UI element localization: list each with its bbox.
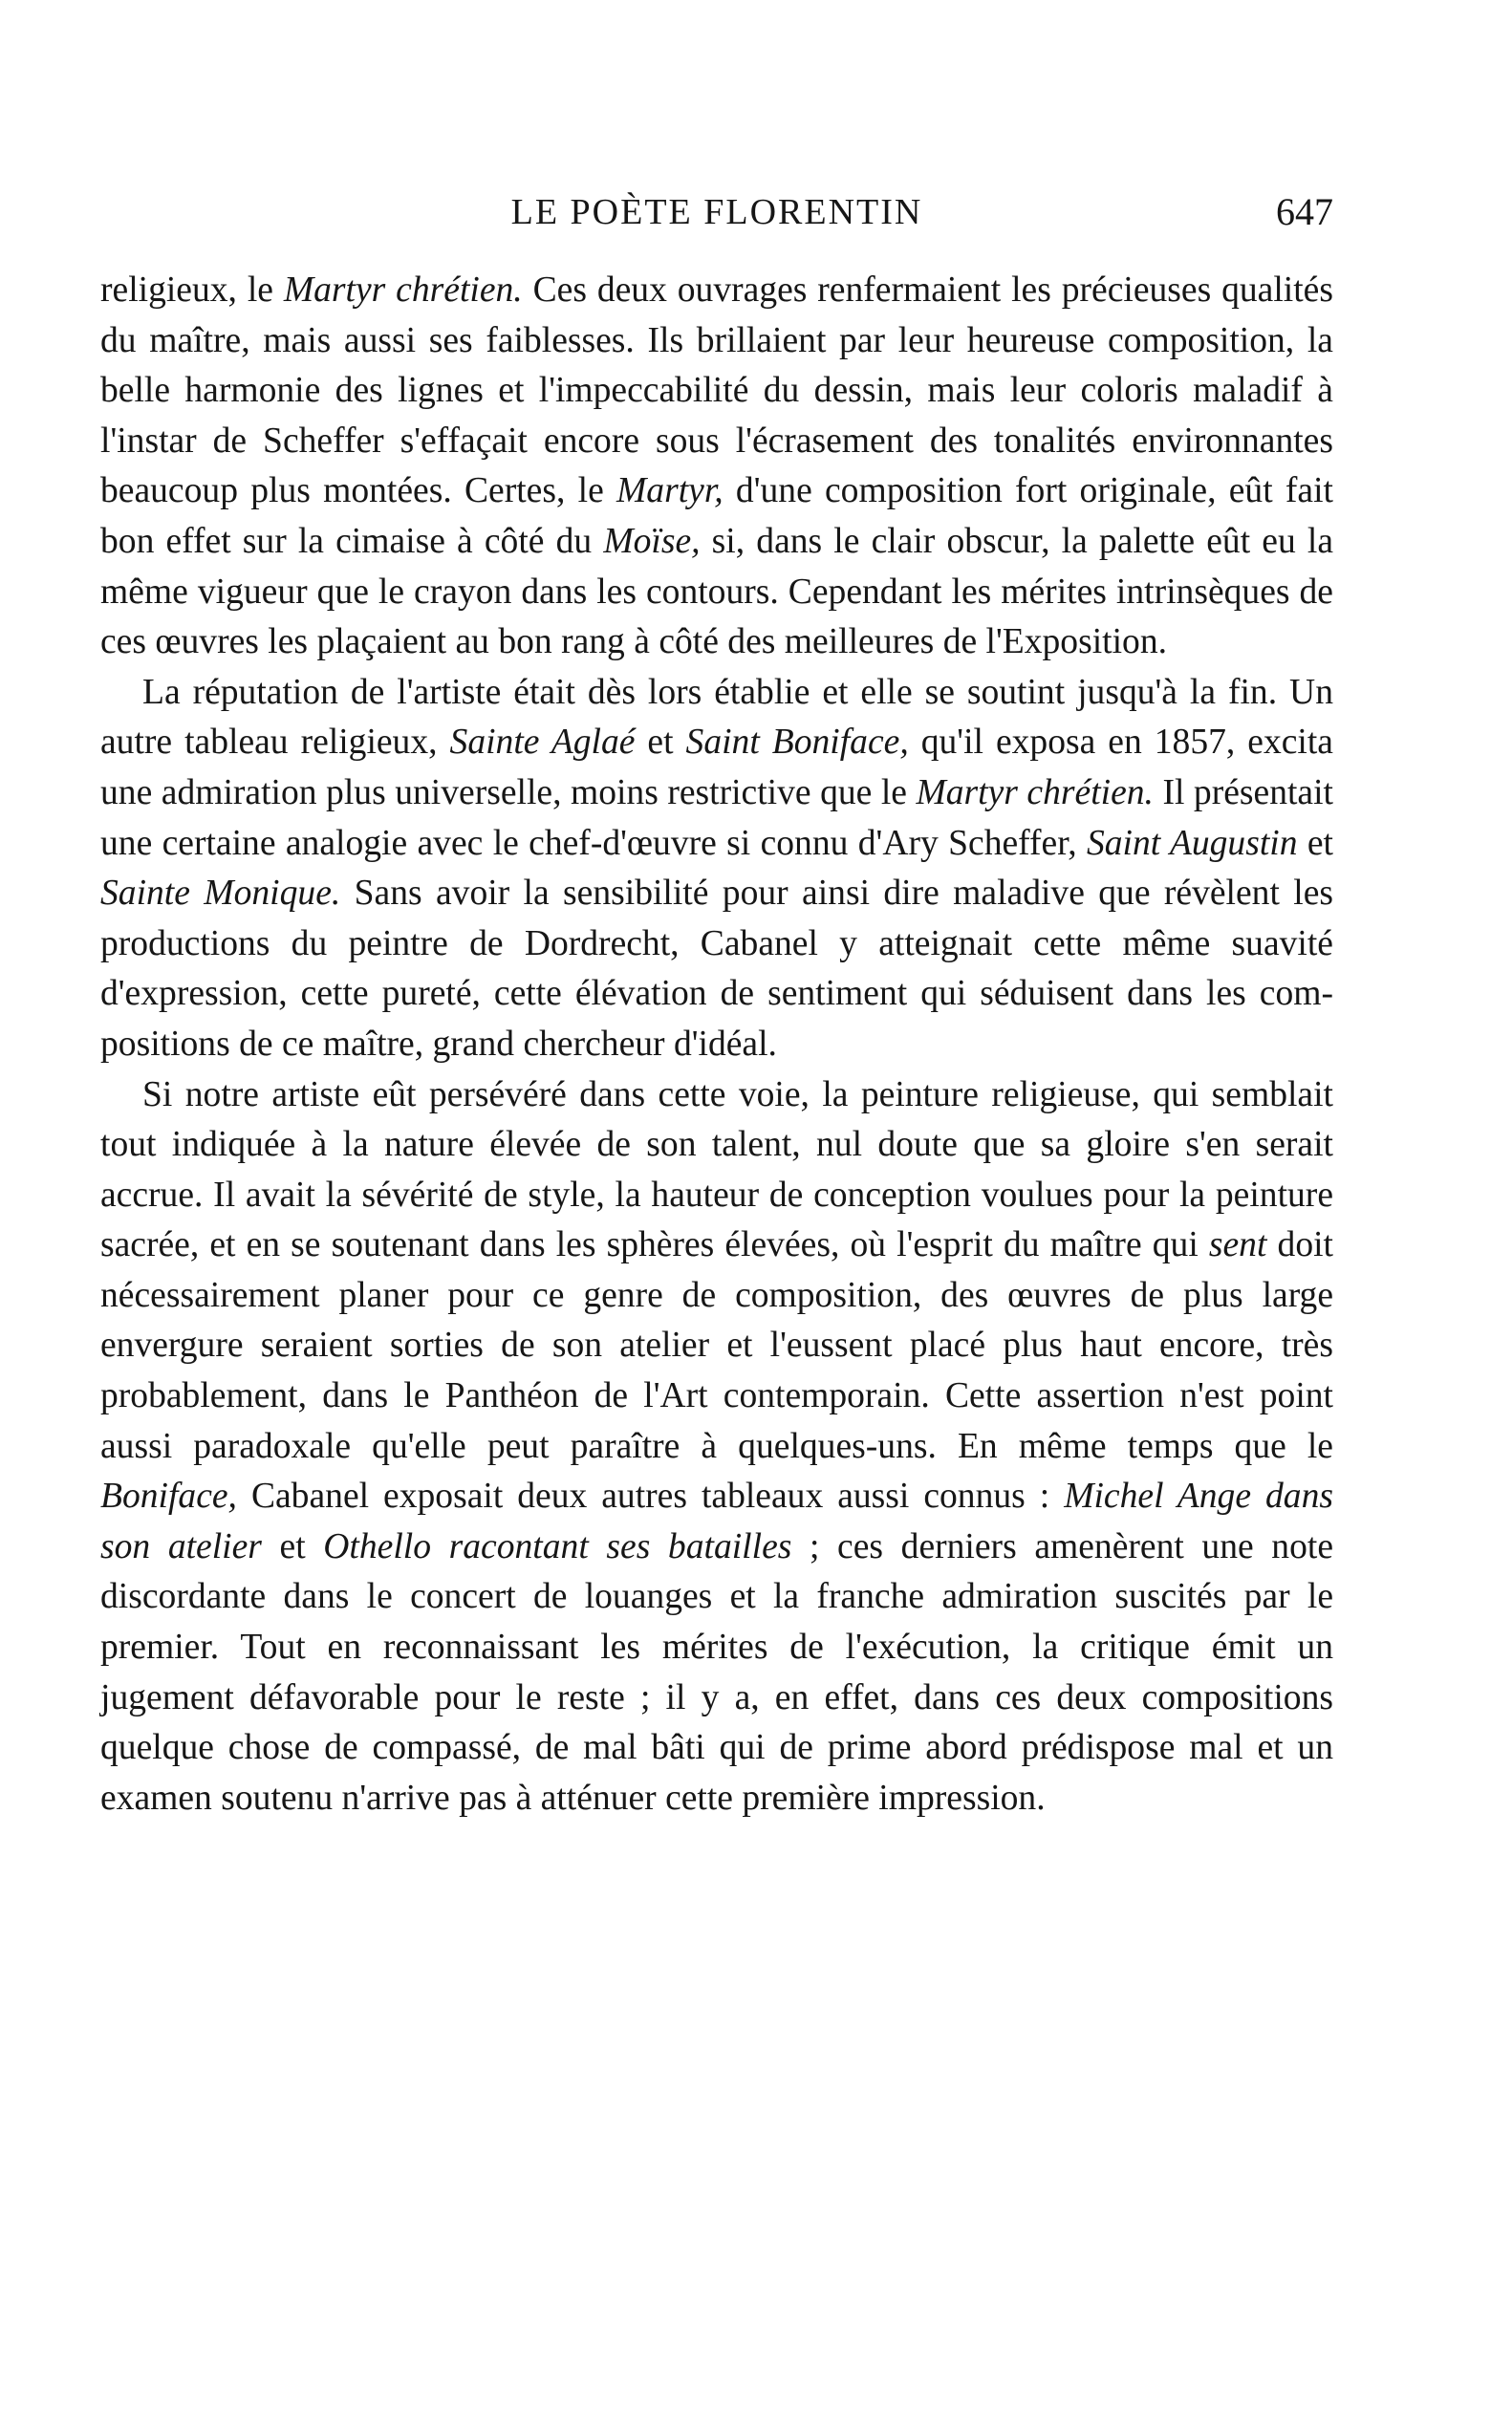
running-title: LE POÈTE FLORENTIN xyxy=(510,192,923,232)
paragraph-3 xyxy=(100,1070,1333,1824)
page-number: 647 xyxy=(1276,190,1333,233)
italic-title-text: sent xyxy=(1208,1225,1267,1265)
italic-title-text: Martyr, xyxy=(616,471,724,511)
paragraph-1 xyxy=(100,266,1333,668)
italic-title-text: Moïse, xyxy=(603,521,701,561)
italic-title-text: Boniface, xyxy=(100,1477,237,1517)
italic-title-text: Martyr chrétien. xyxy=(916,772,1154,812)
paragraph-2 xyxy=(100,668,1333,1070)
text-run: et xyxy=(261,1526,324,1566)
body-text xyxy=(100,266,1333,1824)
text-run: d'une composition fort originale, eût fait bon effet sur la cimaise à côté du xyxy=(100,471,1333,561)
text-run: Si notre artiste eût persévéré dans cette voie, la peinture religieuse, qui semblait tout indiquée à la nature élevée de son talent, nul doute que sa gloire s'en serait accrue. Il avait la sévérité de style, la hauteur de conception voulues pour la peinture sacrée, et en se soutenant dans les sphères élevées, où l'esprit du maître qui xyxy=(100,1074,1333,1265)
text-run: La réputation de l'artiste était dès lors établie et elle se soutint jusqu'à la fin. Un autre tableau religieux, xyxy=(100,672,1333,763)
text-run: Il présentait une certaine analogie avec le chef-d'œuvre si connu d'Ary Scheffer, xyxy=(100,772,1333,863)
text-run: Cabanel exposait deux autres tableaux aussi connus : xyxy=(236,1477,1065,1517)
text-run: et xyxy=(635,723,686,763)
text-run: qu'il exposa en 1857, excita une admiration plus universelle, moins restrictive que le xyxy=(100,723,1333,812)
text-run: doit nécessairement planer pour ce genre de composition, des œuvres de plus large envergure seraient sorties de son atelier et l'eussent placé plus haut encore, très probablement, dans le Panthéon de l'Art contemporain. Cette assertion n'est point aussi paradoxale qu'elle peut paraître à quelques-uns. En même temps que le xyxy=(100,1225,1333,1466)
page-header xyxy=(100,184,1333,241)
italic-title-text: Othello racontant ses batailles xyxy=(323,1526,792,1566)
text-run: Sans avoir la sensibilité pour ainsi dire maladive que révèlent les productions du peintre de Dordrecht, Cabanel y atteignait cette même suavité d'expression, cette pureté, cette élévation de sentiment qui séduisent dans les compositions de ce maître, grand chercheur d'idéal. xyxy=(100,874,1333,1064)
italic-title-text: Saint Augustin xyxy=(1086,823,1298,863)
italic-title-text: Martyr chrétien. xyxy=(283,270,523,310)
italic-title-text: Sainte Aglaé xyxy=(449,723,636,763)
text-run: si, dans le clair obscur, la palette eût eu la même vigueur que le crayon dans les contours. Cependant les mérites intrinsèques de ces œuvres les plaçaient au bon rang à côté des meilleures de l'Exposition. xyxy=(100,521,1333,662)
text-run: et xyxy=(1297,823,1333,863)
italic-title-text: Saint Boniface, xyxy=(685,723,909,763)
italic-title-text: Sainte Monique. xyxy=(100,874,341,914)
text-run: ; ces derniers amenèrent une note discordante dans le concert de louanges et la franche admiration suscités par le premier. Tout en reconnaissant les mérites de l'exécution, la critique émit un jugement défavorable pour le reste ; il y a, en effet, dans ces deux compositions quelque chose de compassé, de mal bâti qui de prime abord prédispose mal et un examen soutenu n'arrive pas à atténuer cette première impression. xyxy=(100,1526,1333,1818)
italic-title-text: Michel Ange dans son atelier xyxy=(100,1477,1333,1566)
text-run: Ces deux ouvrages renfermaient les précieuses qualités du maître, mais aussi ses faiblesses. Ils brillaient par leur heureuse composition, la belle harmonie des lignes et l'impeccabilité du dessin, mais leur coloris maladif à l'instar de Scheffer s'effaçait encore sous l'écrasement des tonalités environnantes beaucoup plus montées. Certes, le xyxy=(100,270,1333,511)
text-run: religieux, le xyxy=(100,270,284,310)
